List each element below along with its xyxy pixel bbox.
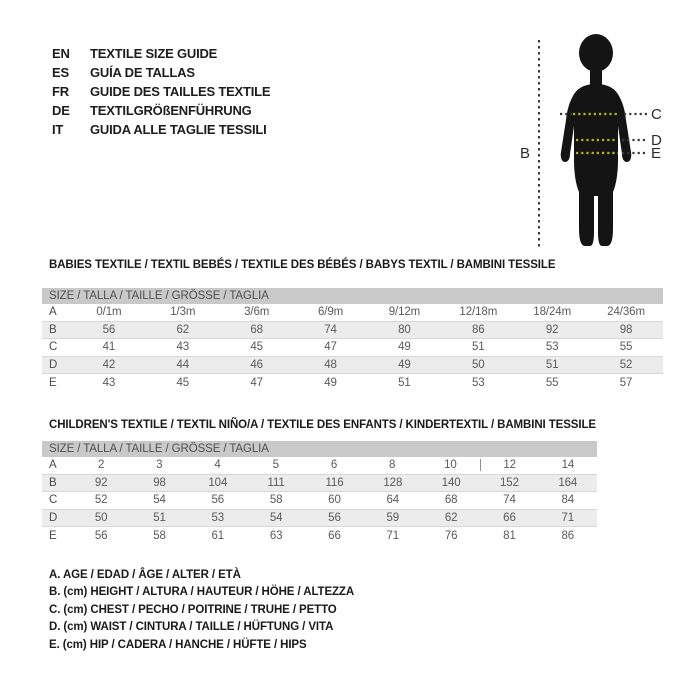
table-row	[42, 339, 663, 357]
table-cell: 8	[389, 459, 396, 472]
table-cell: 81	[503, 529, 516, 542]
table-cell: 9/12m	[388, 306, 421, 319]
table-cell: 53	[545, 341, 559, 354]
table-cell: 62	[176, 323, 190, 336]
table-cell: 128	[383, 476, 403, 489]
table-cell: 71	[386, 529, 400, 542]
table-row	[42, 475, 597, 493]
table-cell: 45	[250, 341, 263, 354]
table-cell: 53	[472, 376, 485, 389]
language-code: DE	[52, 103, 70, 118]
children-size-table	[42, 441, 597, 545]
table-cell: 51	[472, 341, 485, 354]
children-section-title: CHILDREN'S TEXTILE / TEXTIL NIÑO/A / TEXTILE DES ENFANTS / KINDERTEXTIL / BAMBINI TESSILE	[49, 419, 596, 431]
language-code: FR	[52, 84, 69, 99]
table-cell: 98	[619, 323, 633, 336]
language-guide-title: GUÍA DE TALLAS	[90, 65, 195, 80]
children-size-header: SIZE / TALLA / TAILLE / GRÖSSE / TAGLIA	[42, 441, 597, 457]
row-label: E	[49, 529, 57, 542]
table-cell: 12	[480, 459, 539, 471]
table-cell: 92	[94, 476, 108, 489]
row-label: B	[49, 323, 57, 336]
table-cell: 59	[386, 511, 400, 524]
table-cell: 86	[472, 323, 485, 336]
table-cell: 74	[503, 494, 516, 507]
table-cell: 43	[176, 341, 190, 354]
table-cell: 4	[214, 459, 221, 472]
table-row	[42, 304, 663, 322]
table-cell: 58	[153, 529, 166, 542]
table-cell: 63	[269, 529, 283, 542]
table-row	[42, 357, 663, 375]
legend-item: A. AGE / EDAD / ÂGE / ALTER / ETÀ	[49, 569, 241, 581]
language-row	[52, 82, 270, 101]
row-label: B	[49, 476, 57, 489]
language-guide-title: GUIDE DES TAILLES TEXTILE	[90, 84, 271, 99]
row-label: D	[49, 358, 58, 371]
table-cell: 12/18m	[459, 306, 498, 319]
table-cell: 52	[619, 358, 633, 371]
table-cell: 56	[328, 511, 341, 524]
table-cell: 56	[102, 323, 116, 336]
legend-item: E. (cm) HIP / CADERA / HANCHE / HÜFTE / HIPS	[49, 638, 307, 651]
table-cell: 10	[444, 459, 457, 472]
table-cell: 52	[94, 494, 108, 507]
table-cell: 104	[208, 476, 228, 489]
language-guide-title: TEXTILGRÖßENFÜHRUNG	[90, 103, 252, 118]
language-row	[52, 44, 270, 63]
table-cell: 54	[153, 494, 166, 507]
table-cell: 62	[444, 511, 458, 524]
table-cell: 43	[102, 376, 116, 389]
language-row	[52, 101, 270, 120]
table-cell: 50	[94, 511, 108, 524]
table-cell: 111	[267, 476, 285, 489]
table-cell: 51	[398, 376, 411, 389]
table-cell: 152	[500, 476, 519, 489]
table-cell: 55	[545, 376, 559, 389]
table-cell: 51	[545, 358, 559, 371]
table-cell: 61	[211, 529, 225, 542]
table-cell: 116	[325, 476, 344, 489]
language-code: ES	[52, 65, 69, 80]
legend-item: D. (cm) WAIST / CINTURA / TAILLE / HÜFTUNG / VITA	[49, 621, 334, 634]
table-cell: 0/1m	[96, 306, 122, 319]
waist-label: D	[651, 132, 662, 149]
measurement-legend	[49, 569, 354, 656]
language-guide-title: TEXTILE SIZE GUIDE	[90, 46, 218, 61]
table-cell: 18/24m	[533, 306, 572, 319]
language-row	[52, 120, 270, 139]
child-measurement-figure	[500, 28, 680, 258]
legend-item: B. (cm) HEIGHT / ALTURA / HAUTEUR / HÖHE / ALTEZZA	[49, 586, 355, 599]
table-cell: 57	[619, 376, 633, 389]
row-label: D	[49, 511, 58, 524]
table-row	[42, 510, 597, 528]
table-cell: 50	[472, 358, 485, 371]
table-cell: 68	[444, 494, 458, 507]
table-cell: 55	[619, 341, 633, 354]
language-title-block	[52, 44, 270, 139]
table-cell: 84	[561, 494, 575, 507]
language-code: EN	[52, 46, 70, 61]
table-cell: 58	[269, 494, 283, 507]
table-cell: 53	[211, 511, 225, 524]
language-row	[52, 63, 270, 82]
table-cell: 56	[94, 529, 108, 542]
table-cell: 47	[324, 341, 337, 354]
table-cell: 74	[324, 323, 337, 336]
table-cell: 66	[328, 529, 341, 542]
table-cell: 14	[561, 459, 575, 472]
chest-label: C	[651, 106, 662, 123]
table-cell: 66	[503, 511, 516, 524]
table-cell: 6/9m	[317, 306, 344, 319]
table-row	[42, 527, 597, 545]
table-cell: 164	[558, 476, 578, 489]
table-cell: 92	[545, 323, 559, 336]
child-silhouette-icon	[561, 34, 632, 246]
table-cell: 98	[153, 476, 166, 489]
table-cell: 71	[561, 511, 575, 524]
table-cell: 44	[176, 358, 190, 371]
table-cell: 54	[269, 511, 283, 524]
table-cell: 86	[561, 529, 575, 542]
table-cell: 47	[250, 376, 263, 389]
table-cell: 46	[250, 358, 263, 371]
table-row	[42, 374, 663, 392]
table-cell: 2	[97, 459, 105, 472]
row-label: C	[49, 494, 58, 507]
babies-size-header: SIZE / TALLA / TAILLE / GRÖSSE / TAGLIA	[42, 288, 663, 304]
table-cell: 49	[324, 376, 337, 389]
table-cell: 60	[328, 494, 341, 507]
height-label: B	[519, 145, 531, 162]
table-cell: 56	[211, 494, 225, 507]
table-cell: 45	[176, 376, 190, 389]
row-label: C	[49, 341, 58, 354]
table-cell: 49	[398, 358, 411, 371]
row-label: A	[49, 306, 57, 319]
table-cell: 80	[398, 323, 411, 336]
table-cell: 6	[330, 459, 338, 472]
table-cell: 3	[156, 459, 163, 472]
babies-size-table	[42, 288, 663, 392]
hip-label: E	[651, 145, 662, 162]
children-table-body	[42, 457, 597, 545]
table-row	[42, 457, 597, 475]
row-label: A	[49, 459, 57, 472]
legend-item: C. (cm) CHEST / PECHO / POITRINE / TRUHE / PETTO	[49, 603, 337, 616]
table-cell: 76	[444, 529, 458, 542]
babies-section-title: BABIES TEXTILE / TEXTIL BEBÉS / TEXTILE DES BÉBÉS / BABYS TEXTIL / BAMBINI TESSILE	[49, 259, 556, 271]
table-cell: 49	[398, 341, 411, 354]
babies-table-body	[42, 304, 663, 392]
table-cell: 3/6m	[244, 306, 270, 319]
language-guide-title: GUIDA ALLE TAGLIE TESSILI	[90, 122, 267, 137]
table-cell: 42	[102, 358, 116, 371]
language-code: IT	[52, 122, 64, 137]
table-cell: 48	[324, 358, 337, 371]
table-cell: 64	[386, 494, 400, 507]
table-row	[42, 492, 597, 510]
table-cell: 1/3m	[170, 306, 196, 319]
table-cell: 24/36m	[607, 306, 645, 319]
table-cell: 68	[250, 323, 263, 336]
table-cell: 5	[272, 459, 279, 472]
table-cell: 41	[102, 341, 116, 354]
row-label: E	[49, 376, 57, 389]
table-row	[42, 322, 663, 340]
table-cell: 140	[441, 476, 461, 489]
table-cell: 51	[153, 511, 166, 524]
